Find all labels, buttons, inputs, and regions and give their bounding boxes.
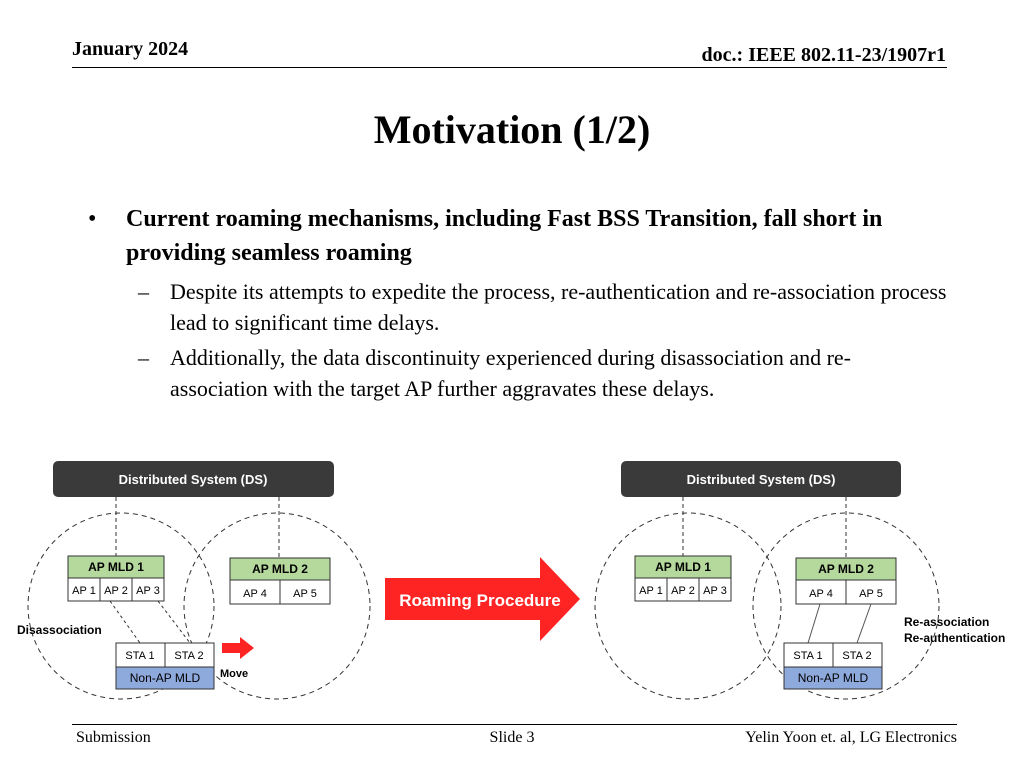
right-reassociation-label: Re-association	[904, 615, 990, 629]
dash: –	[138, 279, 149, 304]
left-ap4-label: AP 4	[243, 588, 267, 600]
left-ds-label: Distributed System (DS)	[118, 472, 268, 487]
header-date: January 2024	[72, 38, 189, 60]
footer-rule	[72, 724, 957, 725]
right-link-ap5-sta2	[857, 604, 871, 643]
right-sta2-label: STA 2	[842, 650, 872, 662]
slide-title: Motivation (1/2)	[373, 107, 651, 152]
left-link-ap3-sta2	[158, 601, 190, 643]
header-rule	[72, 67, 947, 68]
roaming-procedure-label: Roaming Procedure	[399, 591, 561, 610]
right-link-ap4-sta1	[808, 604, 820, 643]
right-ds-label: Distributed System (DS)	[686, 472, 836, 487]
right-diagram	[595, 461, 1005, 699]
left-ap-mld1-label: AP MLD 1	[88, 560, 144, 574]
right-ap3-label: AP 3	[703, 585, 727, 597]
left-move-label: Move	[220, 668, 249, 680]
left-ap3-label: AP 3	[136, 585, 160, 597]
move-arrow-icon	[222, 637, 254, 659]
header-doc-id: doc.: IEEE 802.11-23/1907r1	[701, 44, 946, 66]
right-ap1-label: AP 1	[639, 585, 663, 597]
right-ap-mld1-label: AP MLD 1	[655, 560, 711, 574]
roaming-diagram	[0, 450, 1024, 715]
right-sta1-label: STA 1	[793, 650, 823, 662]
bullet-sub-2-text: Additionally, the data discontinuity experienced during disassociation and re-association with the target AP further aggravates these delays.	[170, 345, 852, 401]
footer-submission: Submission	[76, 729, 151, 746]
right-ap-mld2-label: AP MLD 2	[818, 562, 874, 576]
right-ap4-label: AP 4	[809, 588, 833, 600]
left-ap1-label: AP 1	[72, 585, 96, 597]
footer-author: Yelin Yoon et. al, LG Electronics	[745, 729, 957, 746]
left-link-ap2-sta1	[110, 601, 140, 643]
bullet-main	[88, 202, 948, 270]
bullet-sub-1-text: Despite its attempts to expedite the process, re-authentication and re-association process lead to significant time delays.	[170, 279, 947, 335]
footer-slide-number: Slide 3	[489, 729, 535, 746]
bullet-dot: •	[88, 206, 97, 232]
roaming-procedure-arrow	[385, 557, 580, 641]
bullet-main-text: Current roaming mechanisms, including Fast BSS Transition, fall short in providing seamless roaming	[126, 206, 883, 266]
left-sta1-label: STA 1	[125, 650, 155, 662]
left-ap2-label: AP 2	[104, 585, 128, 597]
right-ap2-label: AP 2	[671, 585, 695, 597]
left-sta2-label: STA 2	[174, 650, 204, 662]
left-disassociation-label: Disassociation	[17, 623, 102, 637]
bullet-sub-1	[88, 276, 948, 338]
bullet-sub-2	[88, 342, 948, 404]
dash: –	[138, 345, 149, 370]
right-reauthentication-label: Re-authentication	[904, 631, 1006, 645]
left-ap5-label: AP 5	[293, 588, 317, 600]
right-ap5-label: AP 5	[859, 588, 883, 600]
left-ap-mld2-label: AP MLD 2	[252, 562, 308, 576]
left-non-ap-mld-label: Non-AP MLD	[129, 671, 201, 685]
right-non-ap-mld-label: Non-AP MLD	[797, 671, 869, 685]
bullet-list	[88, 202, 948, 404]
left-diagram	[17, 461, 370, 699]
